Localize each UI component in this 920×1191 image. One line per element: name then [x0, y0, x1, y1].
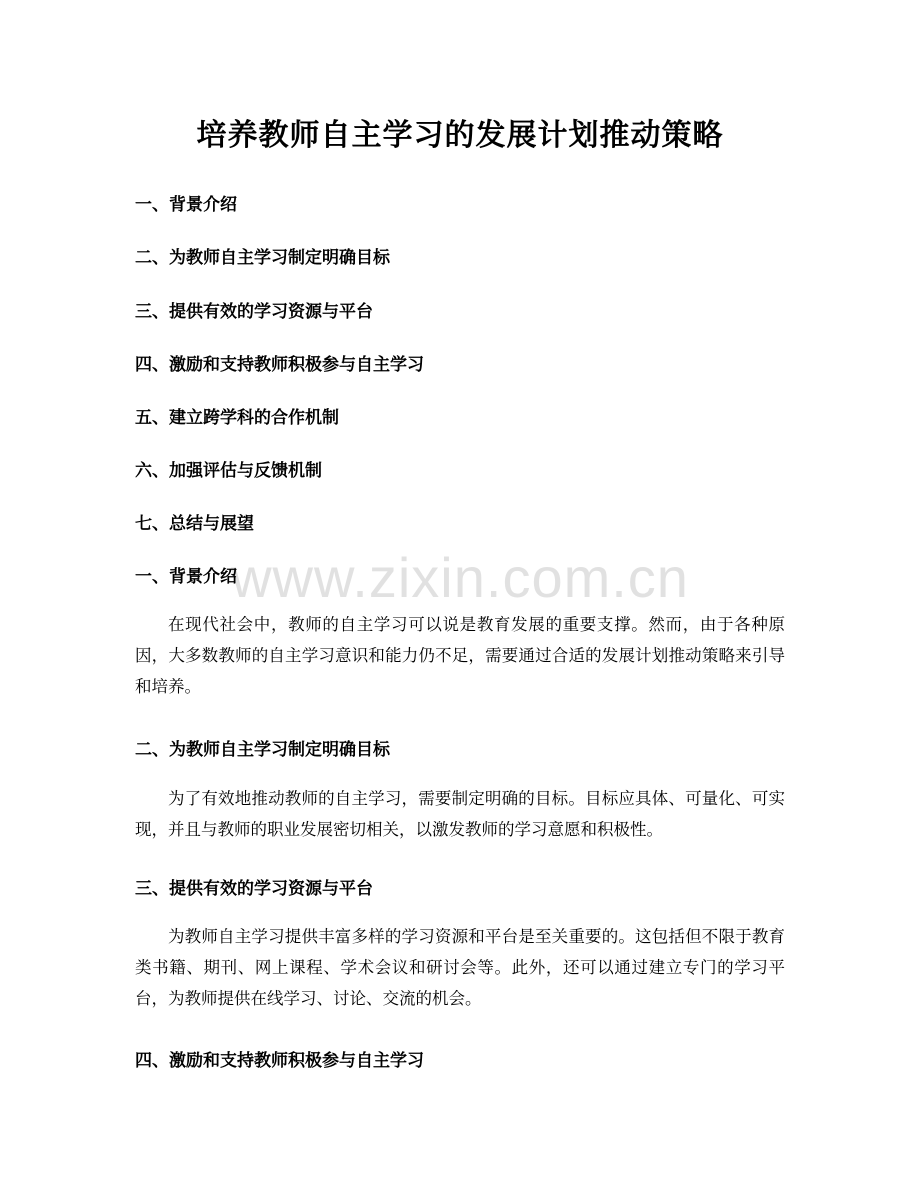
- toc-item: 二、为教师自主学习制定明确目标: [135, 248, 390, 268]
- toc-item: 一、背景介绍: [135, 195, 237, 215]
- section-paragraph: 在现代社会中，教师的自主学习可以说是教育发展的重要支撑。然而，由于各种原因，大多数教师的自主学习意识和能力仍不足，需要通过合适的发展计划推动策略来引导和培养。: [135, 615, 785, 696]
- toc-item: 七、总结与展望: [135, 514, 254, 534]
- section-heading: 二、为教师自主学习制定明确目标: [135, 740, 390, 760]
- section-heading: 四、激励和支持教师积极参与自主学习: [135, 1051, 424, 1071]
- section-heading: 一、背景介绍: [135, 567, 237, 587]
- section-paragraph: 为了有效地推动教师的自主学习，需要制定明确的目标。目标应具体、可量化、可实现，并且与教师的职业发展密切相关，以激发教师的学习意愿和积极性。: [135, 789, 785, 839]
- section-paragraph: 为教师自主学习提供丰富多样的学习资源和平台是至关重要的。这包括但不限于教育类书籍、期刊、网上课程、学术会议和研讨会等。此外，还可以通过建立专门的学习平台，为教师提供在线学习、讨论、交流的机会。: [135, 927, 785, 1008]
- watermark: www.zixin.com.cn: [231, 546, 689, 609]
- toc-item: 五、建立跨学科的合作机制: [135, 408, 339, 428]
- section-heading: 三、提供有效的学习资源与平台: [135, 879, 373, 899]
- toc-item: 四、激励和支持教师积极参与自主学习: [135, 355, 424, 375]
- toc-item: 六、加强评估与反馈机制: [135, 461, 322, 481]
- page-title: 培养教师自主学习的发展计划推动策略: [196, 118, 724, 153]
- toc-item: 三、提供有效的学习资源与平台: [135, 302, 373, 322]
